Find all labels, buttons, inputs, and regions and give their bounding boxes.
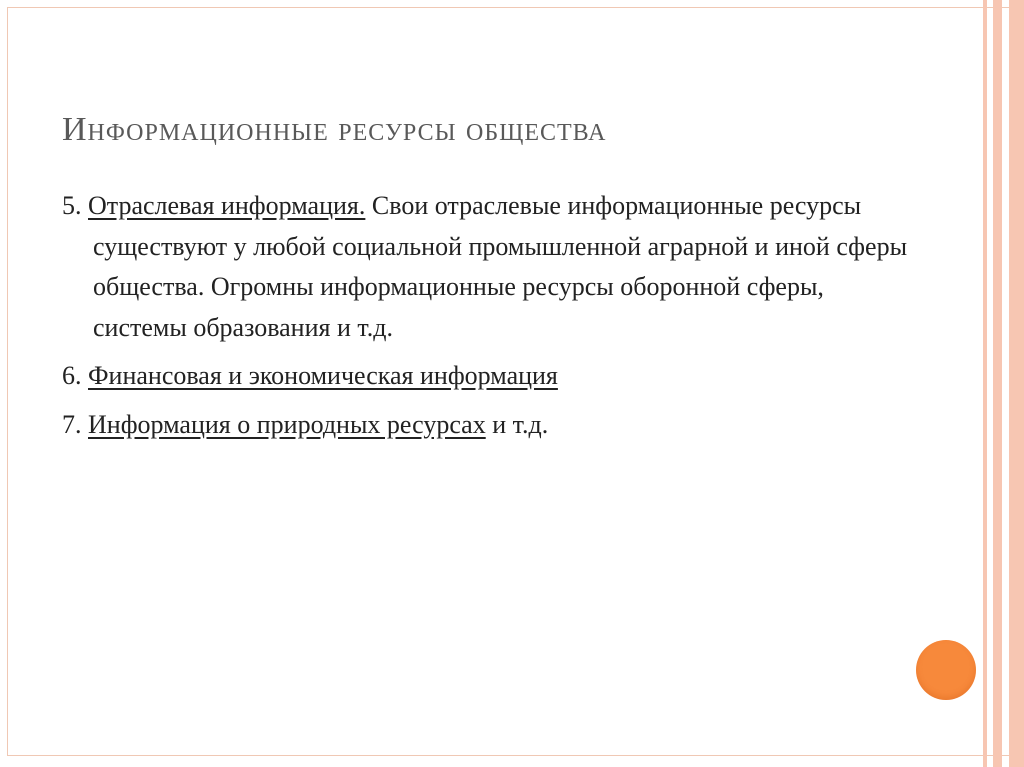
slide-title: Информационные ресурсы общества [62, 111, 607, 148]
slide-body-list [62, 186, 912, 445]
item-number: 5. [62, 191, 82, 220]
decorative-stripe-medium [993, 0, 1002, 767]
item-number: 7. [62, 409, 82, 439]
item-text: Свои отраслевые информационные ресурсы существуют у любой социальной промышленной аграрной и иной сферы общества. Огромны информационные ресурсы оборонной сферы, системы образования и т.д. [93, 191, 908, 342]
accent-circle [916, 640, 976, 700]
list-item-6 [62, 356, 912, 397]
list-item-5 [62, 186, 912, 348]
item-heading: Отраслевая информация. [88, 191, 366, 220]
decorative-stripe-wide [1009, 0, 1024, 767]
list-item-7 [62, 405, 912, 446]
item-text: и т.д. [492, 409, 549, 439]
item-number: 6. [62, 361, 82, 390]
item-heading: Информация о природных ресурсах [88, 409, 486, 439]
decorative-stripe-thin [983, 0, 987, 767]
item-heading: Финансовая и экономическая информация [88, 361, 558, 390]
